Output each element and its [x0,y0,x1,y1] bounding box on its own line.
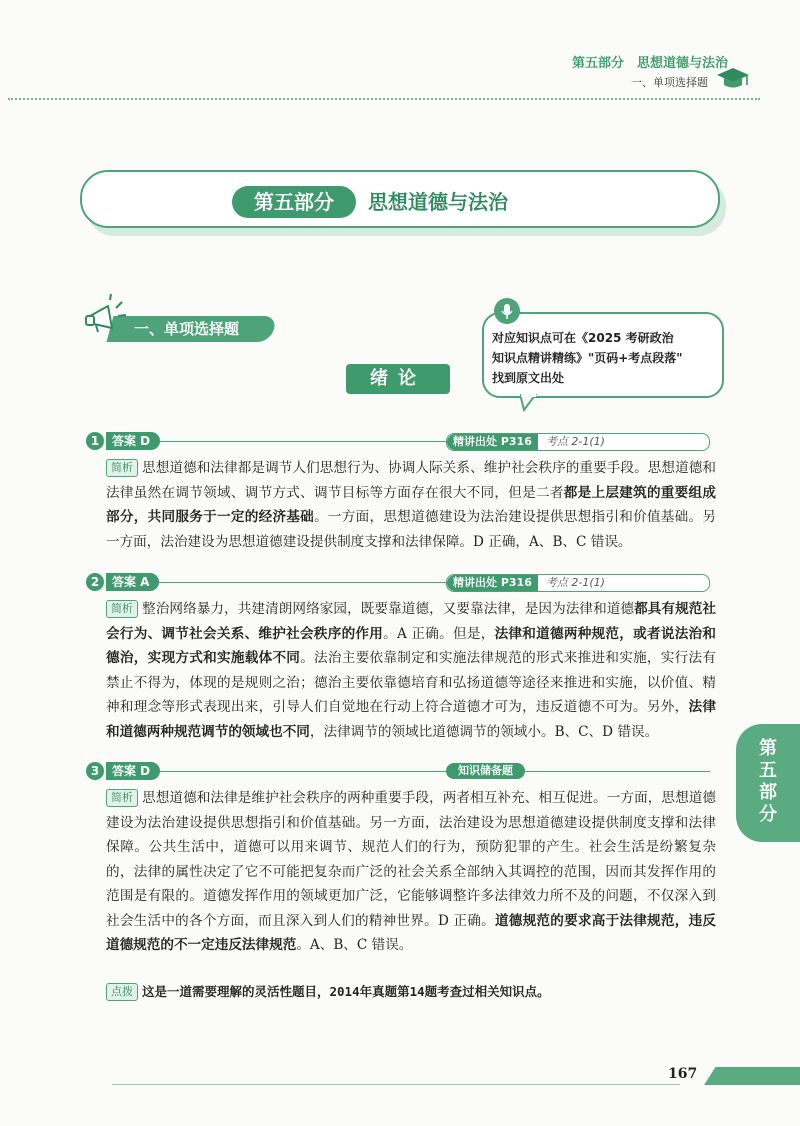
analysis-emphasis: 法律和道德两种规范，或者说法治和德治，实现方式和实施载体不同 [106,625,717,666]
source-reference [446,433,710,451]
source-point: 考点 2-1(1) [545,576,605,589]
side-tab-text [752,738,784,826]
analysis-text: 。A、B、C 错误。 [296,937,413,953]
source-label: 精讲出处 P316 [447,434,538,450]
analysis-text: 思想道德和法律是维护社会秩序的两种重要手段，两者相互补充、相互促进。一方面，思想道德建设为法治建设提供思想指引和价值基础。另一方面，法治建设为思想道德建设提供制度支撑和法律保障。公共生活中，道德可以用来调节、规范人们的行为，预防犯罪的产生。社会生活是纷繁复杂的，法律的属性决定了它不可能把复杂而广泛的社会关系全部纳入其调控的范围，因而其发挥作用的范围是有限的。道德发挥作用的领域更加广泛，它能够调整许多法律效力所不及的问题，不仅深入到社会生活中的各个方面，而且深入到人们的精神世界。D 正确。 [106,790,716,929]
analysis-emphasis: 都具有规范社会行为、调节社会关系、维护社会秩序的作用 [106,601,717,642]
footer-divider [112,1084,680,1085]
analysis-tag: 简析 [106,789,138,807]
header-divider [8,98,760,100]
answer-label: 答案 A [106,573,159,591]
section-title: 一、单项选择题 [134,320,240,338]
header-part-title: 第五部分 思想道德与法治 [571,56,728,71]
note-line: 知识点精讲精练》"页码+考点段落" [492,351,683,365]
analysis-text: 整治网络暴力，共建清朗网络家园，既要靠道德，又要靠法律，是因为法律和道德 [142,601,635,617]
note-bubble-text [492,328,720,388]
microphone-icon [494,298,520,324]
analysis-text: 。一方面，思想道德建设为法治建设提供思想指引和价值基础。另一方面，法治建设为思想道德建设提供制度支撑和法律保障。D 正确，A、B、C 错误。 [106,509,717,550]
source-point: 考点 2-1(1) [545,435,605,448]
analysis-tag: 简析 [106,459,138,477]
bubble-tail [520,394,538,412]
analysis-tag: 简析 [106,600,138,618]
question-divider [106,771,710,772]
note-line: 找到原文出处 [492,371,565,385]
analysis-text: 思想道德和法律都是调节人们思想行为、协调人际关系、维护社会秩序的重要手段。思想道德和法律虽然在调节领域、调节方式、调节目标等方面存在很大不同，但是二者 [106,460,716,501]
tip-tag: 点拨 [106,983,138,1001]
header-section-title: 一、单项选择题 [631,76,708,89]
tip-paragraph [106,980,716,1005]
source-reference [446,574,710,592]
knowledge-reserve-badge: 知识储备题 [446,763,525,779]
analysis-emphasis: 法律和道德两种规范调节的领域也不同 [106,699,717,740]
graduation-cap-icon [716,65,750,91]
page-number: 167 [668,1066,698,1082]
question-analysis [106,786,716,958]
megaphone-icon [82,294,130,336]
banner-part-tag: 第五部分 [232,186,356,218]
question-number: 3 [86,762,104,780]
question-number: 1 [86,432,104,450]
analysis-emphasis: 都是上层建筑的重要组成部分，共同服务于一定的经济基础 [106,484,717,525]
chapter-title: 绪论 [346,364,450,394]
page-number-bar [704,1067,800,1085]
question-analysis [106,456,716,554]
question-number: 2 [86,573,104,591]
side-tab-line: 部分 [759,782,777,825]
side-tab-line: 第五 [759,738,777,781]
tip-text: 这是一道需要理解的灵活性题目，2014年真题第14题考查过相关知识点。 [142,984,550,999]
answer-label: 答案 D [106,432,160,450]
analysis-text: ，法律调节的领域比道德调节的领域小。B、C、D 错误。 [309,723,659,740]
source-label: 精讲出处 P316 [447,575,538,591]
note-line: 对应知识点可在《2025 考研政治 [492,331,674,345]
analysis-emphasis: 道德规范的要求高于法律规范，违反道德规范的不一定违反法律规范 [106,912,717,953]
analysis-text: 。法治主要依靠制定和实施法律规范的形式来推进和实施，实行法有禁止不得为，体现的是规则之治；德治主要依靠德培育和弘扬道德等途径来推进和实施，以价值、精神和理念等形式表现出来，引导人们自觉地在行动上符合道德才可为，违反道德不可为。另外， [106,650,717,715]
answer-label: 答案 D [106,762,160,780]
question-analysis [106,597,716,744]
analysis-text: 。A 正确。但是， [383,625,495,642]
banner-title: 思想道德与法治 [368,190,508,214]
